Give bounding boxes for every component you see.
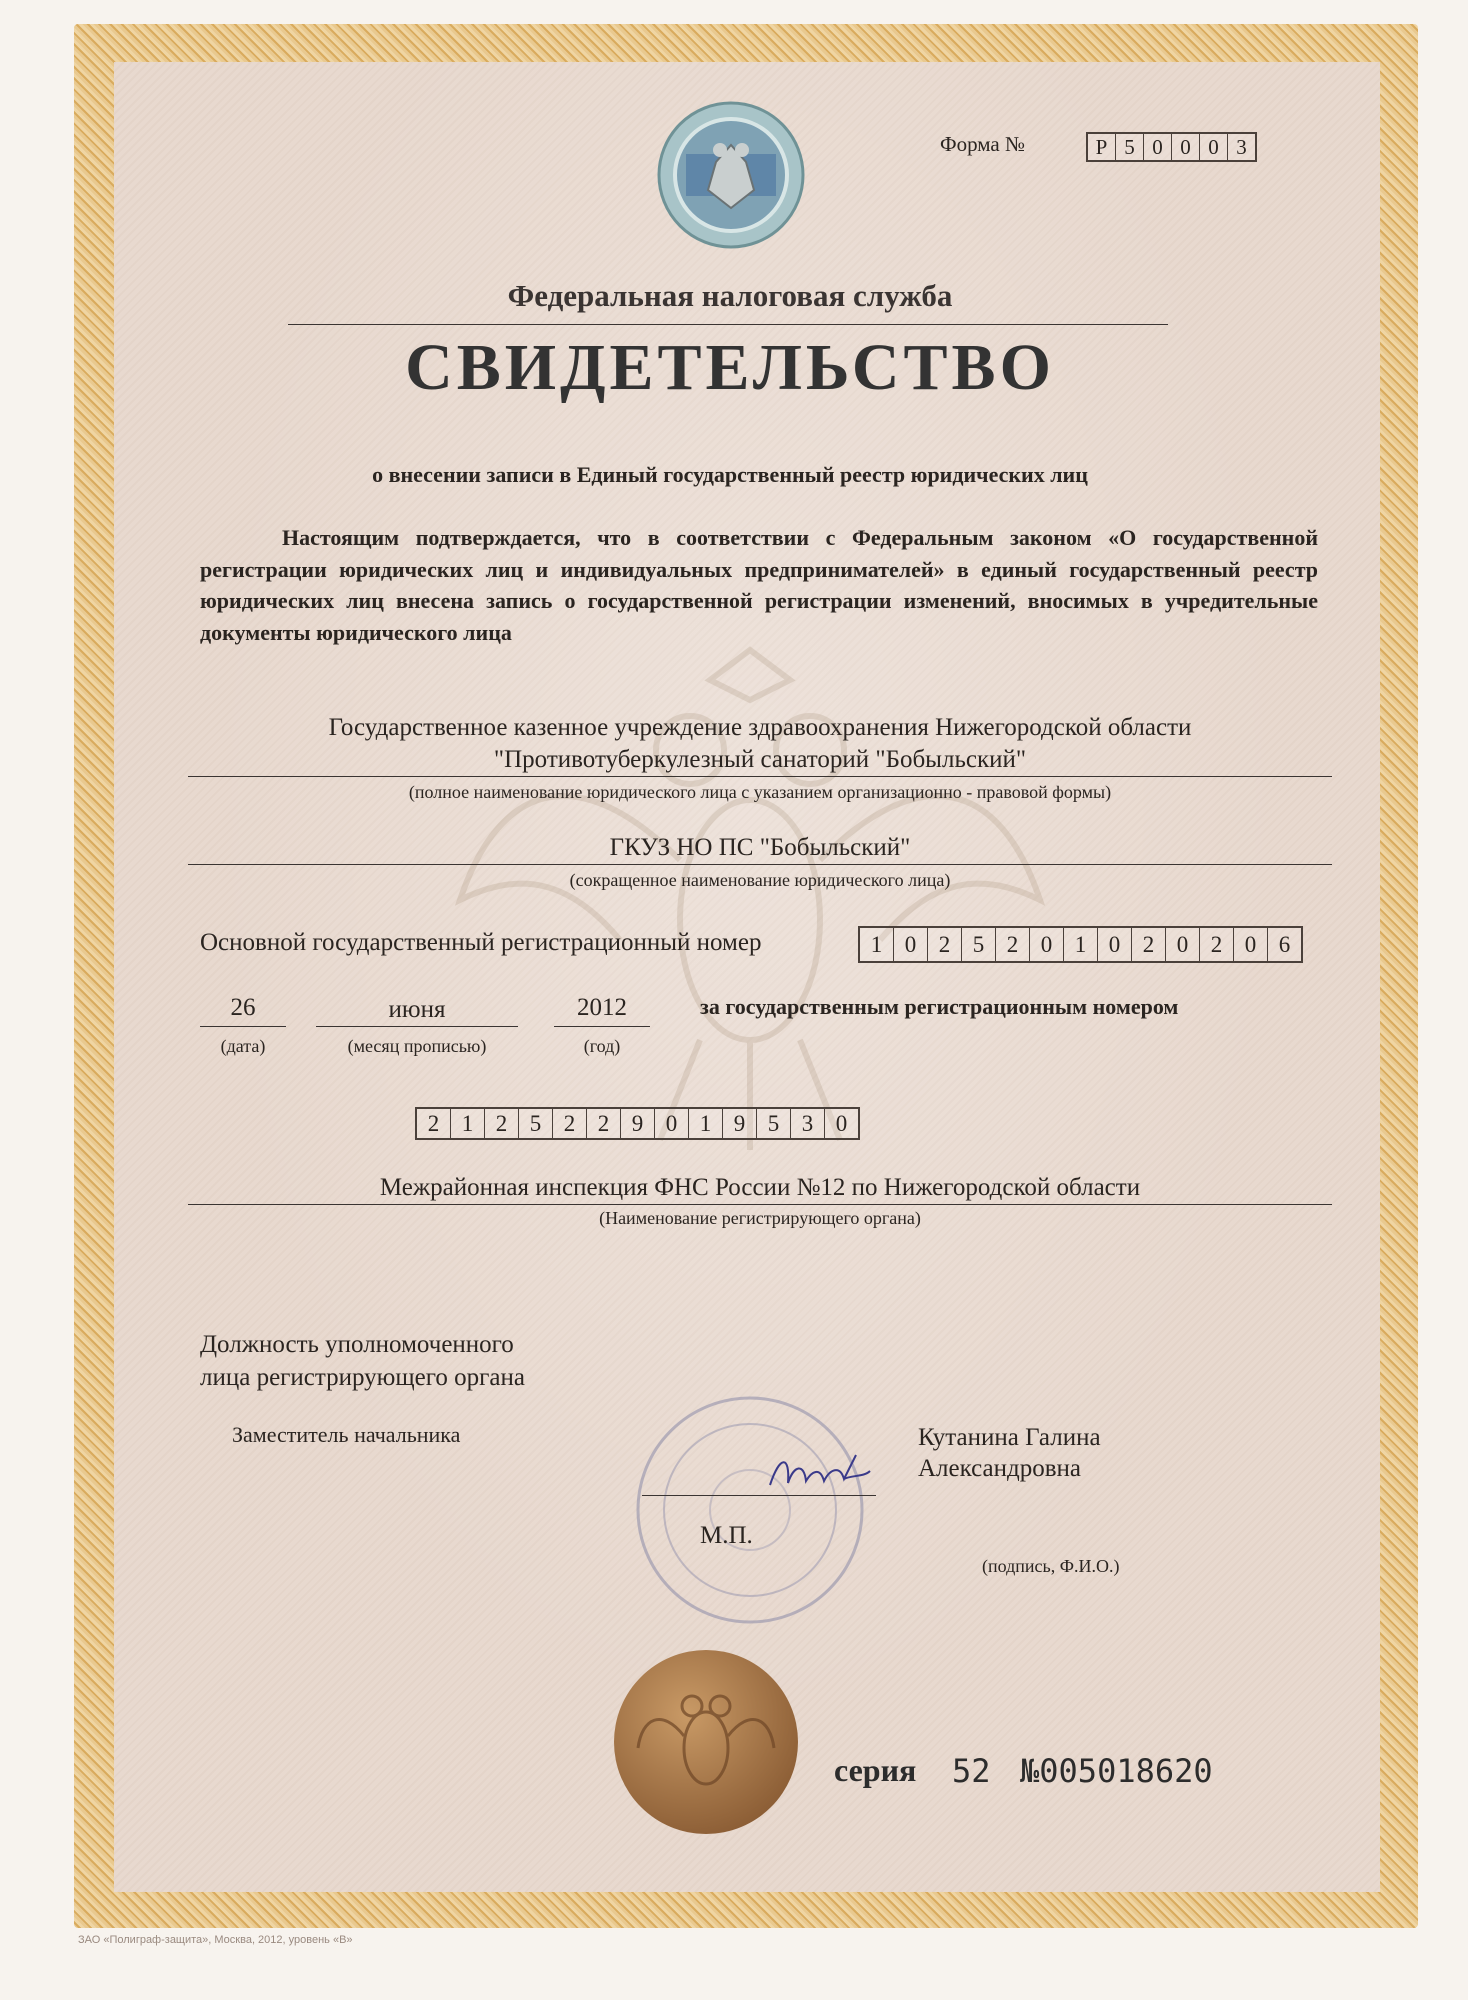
signature-line bbox=[642, 1495, 876, 1496]
position-label-line2: лица регистрирующего органа bbox=[200, 1364, 525, 1391]
authority-caption: (Наименование регистрирующего органа) bbox=[599, 1208, 921, 1228]
full-name-caption: (полное наименование юридического лица с указанием организационно - правовой формы) bbox=[408, 782, 1112, 802]
grn-digit: 0 bbox=[835, 1111, 848, 1136]
date-month: июня bbox=[388, 996, 446, 1023]
ogrn-digit: 2 bbox=[1132, 928, 1166, 961]
month-underline bbox=[316, 1026, 518, 1027]
ogrn-digit: 5 bbox=[962, 928, 996, 961]
full-name-underline bbox=[188, 776, 1332, 777]
form-code-cells bbox=[1086, 132, 1257, 162]
seal-place-mark: М.П. bbox=[700, 1522, 753, 1549]
signatory-fio-line2: Александровна bbox=[918, 1455, 1082, 1482]
month-caption: (месяц прописью) bbox=[347, 1036, 487, 1056]
confirmation-paragraph: Настоящим подтверждается, что в соответствии с Федеральным законом «О государственной регистрации юридических лиц и индивидуальных предпринимателей» в единый государственный реестр юридических лиц внесена запись о государственной регистрации изменений, вносимых в учредительные документы юридического лица bbox=[200, 525, 1318, 645]
grn-digit: 1 bbox=[451, 1109, 485, 1138]
grn-digit: 5 bbox=[757, 1109, 791, 1138]
grn-digit: 2 bbox=[485, 1109, 519, 1138]
printer-imprint: ЗАО «Полиграф-защита», Москва, 2012, уровень «В» bbox=[78, 1934, 353, 1946]
agency-name: Федеральная налоговая служба bbox=[507, 278, 953, 313]
form-code-cell: 0 bbox=[1200, 134, 1228, 160]
official-stamp bbox=[620, 1390, 880, 1630]
ogrn-digit: 1 bbox=[1064, 928, 1098, 961]
embossed-seal bbox=[612, 1648, 800, 1836]
grn-digit: 3 bbox=[791, 1109, 825, 1138]
grn-digit: 1 bbox=[689, 1109, 723, 1138]
date-year: 2012 bbox=[577, 994, 627, 1021]
series-label: серия bbox=[834, 1752, 917, 1788]
ogrn-cells bbox=[858, 926, 1303, 963]
grn-digit: 2 bbox=[417, 1109, 451, 1138]
ogrn-digit: 0 bbox=[1030, 928, 1064, 961]
day-caption: (дата) bbox=[220, 1036, 266, 1056]
authority-underline bbox=[188, 1204, 1332, 1205]
hologram-emblem bbox=[656, 100, 806, 250]
grn-digit: 9 bbox=[723, 1109, 757, 1138]
ogrn-digit: 1 bbox=[860, 928, 894, 961]
form-number-label: Форма № bbox=[940, 132, 1026, 156]
form-code-cell: 0 bbox=[1172, 134, 1200, 160]
entity-full-name-line2: "Противотуберкулезный санаторий "Бобыльский" bbox=[493, 746, 1027, 773]
registering-authority: Межрайонная инспекция ФНС России №12 по Нижегородской области bbox=[379, 1174, 1141, 1201]
form-code-cell: 3 bbox=[1236, 135, 1247, 159]
grn-digit: 2 bbox=[587, 1109, 621, 1138]
form-code-cell: Р bbox=[1088, 134, 1116, 160]
position-label-line1: Должность уполномоченного bbox=[200, 1331, 514, 1358]
blank-number: №005018620 bbox=[1020, 1752, 1213, 1790]
day-underline bbox=[200, 1026, 286, 1027]
year-underline bbox=[554, 1026, 650, 1027]
grn-digit: 5 bbox=[519, 1109, 553, 1138]
year-caption: (год) bbox=[583, 1036, 621, 1056]
signatory-position: Заместитель начальника bbox=[232, 1422, 461, 1447]
document-title: СВИДЕТЕЛЬСТВО bbox=[405, 331, 1055, 404]
grn-digit: 0 bbox=[655, 1109, 689, 1138]
form-code-cell: 0 bbox=[1144, 134, 1172, 160]
ogrn-digit: 2 bbox=[928, 928, 962, 961]
signature-caption: (подпись, Ф.И.О.) bbox=[982, 1556, 1120, 1576]
form-code-cell: 5 bbox=[1116, 134, 1144, 160]
date-day: 26 bbox=[230, 994, 256, 1021]
ogrn-digit: 6 bbox=[1278, 932, 1291, 957]
ogrn-digit: 2 bbox=[996, 928, 1030, 961]
short-name-underline bbox=[188, 864, 1332, 865]
short-name-caption: (сокращенное наименование юридического лица) bbox=[569, 870, 951, 890]
document-subtitle: о внесении записи в Единый государственный реестр юридических лиц bbox=[372, 462, 1088, 487]
entity-short-name: ГКУЗ НО ПС "Бобыльский" bbox=[609, 834, 911, 861]
signatory-fio bbox=[918, 1422, 1101, 1484]
ogrn-label: Основной государственный регистрационный номер bbox=[200, 929, 762, 956]
ogrn-digit: 0 bbox=[1166, 928, 1200, 961]
grn-phrase: за государственным регистрационным номером bbox=[700, 994, 1179, 1019]
ogrn-digit: 0 bbox=[1234, 928, 1268, 961]
signatory-fio-line1: Кутанина Галина bbox=[918, 1424, 1101, 1451]
series-number: 52 bbox=[952, 1752, 991, 1790]
ogrn-digit: 2 bbox=[1200, 928, 1234, 961]
entity-full-name-line1: Государственное казенное учреждение здравоохранения Нижегородской области bbox=[328, 714, 1192, 741]
grn-digit: 9 bbox=[621, 1109, 655, 1138]
grn-cells bbox=[415, 1107, 860, 1140]
ogrn-digit: 0 bbox=[1098, 928, 1132, 961]
handwritten-signature bbox=[760, 1445, 880, 1505]
agency-underline bbox=[288, 324, 1168, 325]
ogrn-digit: 0 bbox=[894, 928, 928, 961]
grn-digit: 2 bbox=[553, 1109, 587, 1138]
position-label bbox=[200, 1328, 525, 1394]
